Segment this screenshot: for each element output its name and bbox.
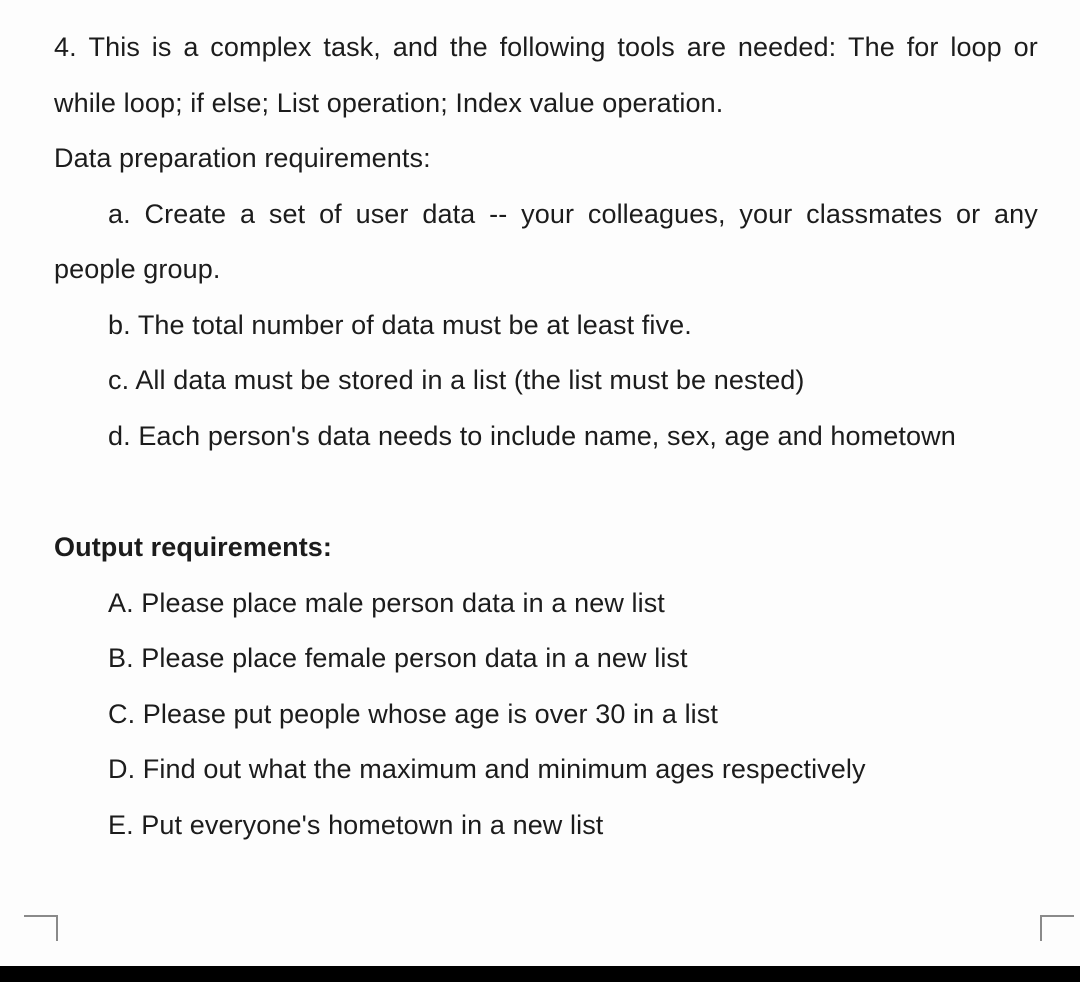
output-item-B: B. Please place female person data in a new list — [108, 643, 688, 673]
word: of — [319, 199, 342, 229]
output-requirements-heading: Output requirements: — [54, 532, 333, 562]
word: data — [422, 199, 476, 229]
word: a — [183, 32, 199, 62]
word: -- — [489, 199, 508, 229]
word: following — [499, 32, 606, 62]
word: or — [955, 199, 981, 229]
word: complex — [210, 32, 312, 62]
word: colleagues, — [587, 199, 726, 229]
word: your — [739, 199, 793, 229]
word: are — [686, 32, 727, 62]
output-item-C: C. Please put people whose age is over 30 in a list — [108, 699, 718, 729]
output-item-A: A. Please place male person data in a new list — [108, 588, 665, 618]
question-intro-line-2: while loop; if else; List operation; Index value operation. — [54, 88, 724, 118]
bottom-black-bar — [0, 966, 1080, 982]
word: for — [906, 32, 939, 62]
output-item-E: E. Put everyone's hometown in a new list — [108, 810, 604, 840]
word: Create — [144, 199, 227, 229]
word: tools — [617, 32, 675, 62]
word: 4. — [54, 32, 77, 62]
data-prep-item-a-line-1 — [108, 197, 1038, 231]
word: and — [392, 32, 439, 62]
word: loop — [950, 32, 1002, 62]
word: task, — [323, 32, 381, 62]
word: is — [151, 32, 172, 62]
page-corner-mark-left — [24, 915, 58, 941]
word: needed: — [737, 32, 837, 62]
word: The — [848, 32, 895, 62]
page-corner-mark-right — [1040, 915, 1074, 941]
word: or — [1013, 32, 1038, 62]
word: any — [994, 199, 1038, 229]
data-prep-item-b: b. The total number of data must be at least five. — [108, 310, 692, 340]
word: your — [521, 199, 575, 229]
word: the — [449, 32, 488, 62]
word: a. — [108, 199, 131, 229]
output-item-D: D. Find out what the maximum and minimum ages respectively — [108, 754, 866, 784]
data-preparation-heading: Data preparation requirements: — [54, 143, 431, 173]
question-intro-line-1 — [54, 30, 1038, 64]
data-prep-item-d: d. Each person's data needs to include name, sex, age and hometown — [108, 421, 956, 451]
word: user — [355, 199, 409, 229]
word: set — [268, 199, 306, 229]
data-prep-item-c: c. All data must be stored in a list (the list must be nested) — [108, 365, 805, 395]
word: a — [239, 199, 256, 229]
word: classmates — [806, 199, 943, 229]
data-prep-item-a-line-2: people group. — [54, 254, 221, 284]
word: This — [88, 32, 140, 62]
